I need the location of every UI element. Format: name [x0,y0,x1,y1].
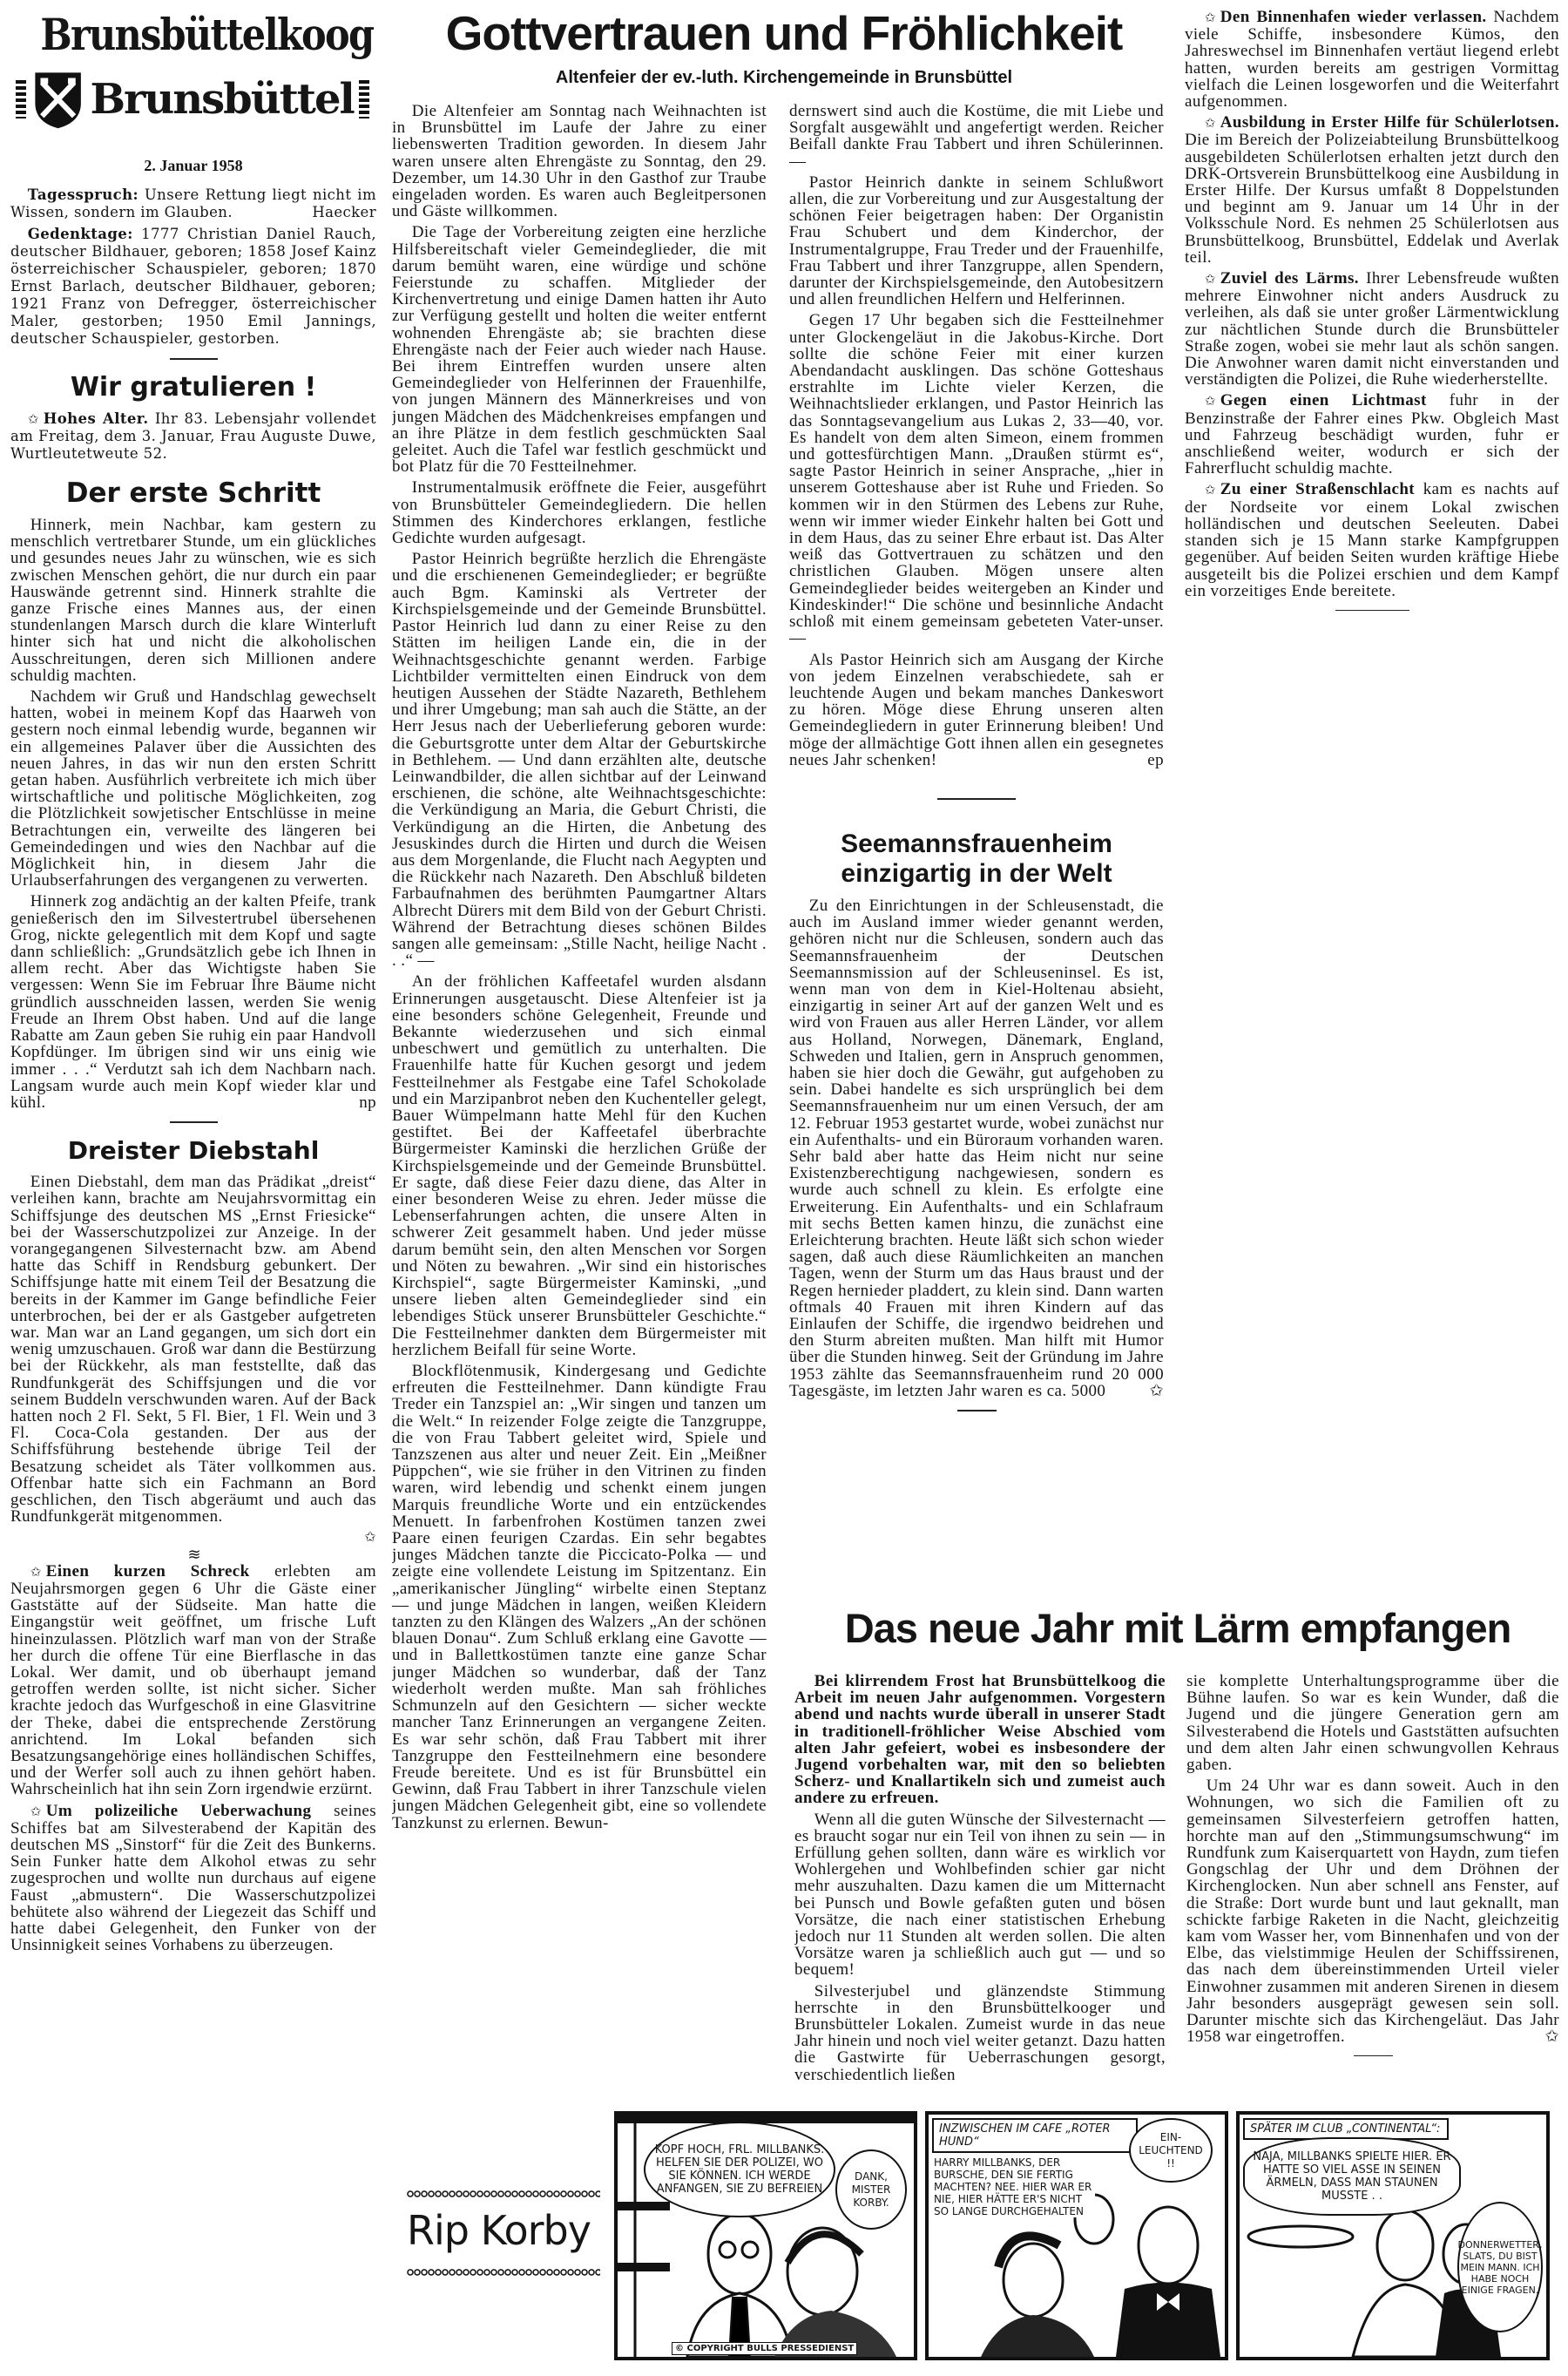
news-item [1185,481,1559,599]
comic-panel-1 [614,2111,917,2360]
star-icon: ✩ [27,411,39,427]
article-paragraph: Die Tage der Vorbereitung zeigten eine herzliche Hilfsbereitschaft vieler Gemeindeglieder, die mit darum bemüht waren, eine würdige und schöne Feierstunde zu schaffen. Mitglieder der Kirchenvertretung und einige Damen hatten ihr Auto zur Verfügung gestellt und holten die weiter entfernt wohnenden Ehrengäste ab; sie brachten diese Ehrengäste nach der Feier auch wieder nach Hause. Bei ihrem Eintreffen wurden unsere alten Gemeindeglieder von Helferinnen der Frauenhilfe, von jungen Männern des Männerkreises und von jungen Mädchen des Mädchenkreises empfangen und an ihre Plätze in dem festlich geschmückten Saal geleitet. Auch die Tafel war festlich geschmückt und bot Platz für die 70 Festteilnehmer. [392,223,767,477]
comic-caption: SPÄTER IM CLUB „CONTINENTAL“: [1243,2118,1449,2140]
tagesspruch-text: Unsere Rettung liegt nicht im Wissen, sondern im Glauben. [10,186,376,220]
subheadline-altenfeier: Altenfeier der ev.-luth. Kirchengemeinde in Brunsbüttel [555,68,1013,87]
item-lead: Zu einer Straßenschlacht [1220,480,1416,499]
star-icon: ✩ [1204,10,1216,25]
comic-panel-2 [925,2111,1228,2360]
news-item [10,1563,376,1798]
gedenktage [10,226,376,348]
tagesspruch-author: Haecker [312,204,376,220]
right-column-news [1185,9,1559,680]
article-heading-seemannsfrauenheim [789,829,1164,889]
divider [170,358,218,360]
item-text: Nachdem viele Schiffe, insbesondere Kümos, den Jahreswechsel im Binnenhafen vertäut liegend erlebt hatten, wurden bereits am gestrigen Vormittag vielfach die Leinen losgeworfen und die Weiterfahrt aufgenommen. [1185,9,1559,112]
article-paragraph: Pastor Heinrich dankte in seinem Schlußwort allen, die zur Vorbereitung und zur Ausgestaltung der schönen Feier beigetragen haben: Der Organistin Frau Schubert und dem Kinderchor, der Instrumentalgruppe, Frau Treder und der Frauenhilfe, Frau Tabbert und ihrer Tanzgruppe, allen Spendern, darunter der Kirchspielsgemeinde, den Autobesitzern und allen freundlichen Helfern und Helferinnen. [789,173,1164,309]
article-paragraph [10,893,376,1111]
copyright-notice: © COPYRIGHT BULLS PRESSEDIENST [672,2342,857,2355]
ornament-divider: ≋ [187,1545,199,1563]
news-item [1185,270,1559,388]
star-icon: ✩ [30,1803,42,1819]
divider [957,1410,997,1411]
news-item [1185,9,1559,110]
article-paragraph: Nachdem wir Gruß und Handschlag gewechselt hatten, wobei in meinem Kopf das Haarweh von gestern noch einmal lebendig wurde, begannen wir ein allgemeines Palaver über die Aussichten des neuen Jahres, in das wir nun den ersten Schritt getan haben. Ausführlich verbreitete ich mich über wirtschaftliche und politische Möglichkeiten, zog die Plötzlichkeit sowjetischer Entschlüsse in meine Betrachtungen ein, verweilte des längeren bei Gemeindedingen und wies den Nachbar auf die Möglichkeit hin, in diesem Jahr die Urlaubserfahrungen des vergangenen zu verwerten. [10,687,376,890]
masthead-ornament [16,80,26,118]
item-lead: Zuviel des Lärms. [1220,269,1359,288]
article-paragraph [789,897,1164,1399]
star-icon: ✩ [1544,2027,1559,2047]
left-column [10,186,376,2356]
section-heading: Wir gratulieren ! [70,372,317,403]
item-lead: Den Binnenhafen wieder verlassen. [1220,9,1487,26]
article-paragraph: Einen Diebstahl, dem man das Prädikat „dreist“ verleihen kann, brachte am Neujahrsvormittag ein Schiffsjunge des deutschen MS „Ernst Friesicke“ bei der Wasserschutzpolizei zur Anzeige. In der vorangegangenen Silvesternacht bzw. am Abend hatte das Schiff in Rendsburg gebunkert. Der Schiffsjunge hatte mit einem Teil der Besatzung die bereits in der Kammer im Gange befindliche Feier unterbrochen, bei der er als Gastgeber aufgetreten war. Man war an Land gegangen, um sich dort ein wenig umzuschauen. Groß war dann die Bestürzung bei der Rückkehr, als man feststellte, daß das Rundfunkgerät des Schiffsjungen und die vor seinem Buddeln verschwunden waren. Auf der Back hatten noch 2 Fl. Sekt, 5 Fl. Bier, 1 Fl. Wein und 3 Fl. Coca-Cola gestanden. Der aus der Schiffsführung bestehende übrige Teil der Besatzung scheidet als Täter vollkommen aus. Offenbar hatte sich ein Fachmann an Bord geschlichen, den Tisch abgeräumt und auch das Rundfunkgerät mitgenommen. [10,1173,376,1526]
heading-line: Seemannsfrauenheim [841,829,1112,858]
divider [1354,2055,1393,2056]
article-paragraph: Gegen 17 Uhr begaben sich die Festteilnehmer unter Glockengeläut in die Jakobus-Kirche. Dort sollte die schöne Feier mit einer kurzen Abendandacht ausklingen. Das schöne Gotteshaus erstrahlte im Lichte vieler Kerzen, die Weihnachtslieder erklangen, und Pastor Heinrich las das Sonntagsevangelium aus Lukas 2, 33—40, vor. Es handelt von dem alten Simeon, einem frommen und gottesfürchtigen Mann. „Draußen stürmt es“, sagte Pastor Heinrich in seiner Ansprache, „hier in unserem Gotteshause aber ist Ruhe und Frieden. So kommen wir in den Stürmen des Lebens zur Ruhe, wenn wir immer wieder Einkehr halten bei Gott und in dem Haus, das zu seiner Ehre erbaut ist. Das Alter weiß das Gottvertrauen zu schätzen und den christlichen Glauben. Mögen unsere alten Gemeindeglieder beides weitergeben an Kinder und Kindeskinder!“ Die schöne und besinnliche Andacht schloß mit einem gemeinsam gebeteten Vater-unser. — [789,311,1164,648]
speech-bubble: KOPF HOCH, FRL. MILLBANKS. HELFEN SIE DER POLIZEI, WO SIE KÖNNEN. ICH WERDE ANFANGEN, SIE ZU BEFREIEN [644,2122,835,2217]
altenfeier-column-2 [789,103,1164,1584]
article-lead: Bei klirrendem Frost hat Brunsbüttelkoog die Arbeit im neuen Jahr aufgenommen. Vorgestern abend und nachts wurde überall in unserer Stadt in traditionell-fröhlicher Weise Abschied vom alten Jahr gefeiert, wobei es insbesondere der Jugend vorbehalten war, mit den so beliebten Scherz- und Knallartikeln sich und zumeist auch andere zu erfreuen. [794,1673,1166,1808]
article-paragraph: Blockflötenmusik, Kindergesang und Gedichte erfreuten die Festteilnehmer. Dann kündigte Frau Treder ein Tanzspiel an: „Wir singen und tanzen um die Welt.“ In reizender Folge zeigte die Tanzgruppe, die von Frau Tabbert geleitet wird, Spiele und Tanzszenen aus alter und neuer Zeit. Ein „Meißner Püppchen“, wie sie früher in den Vitrinen zu finden waren, wird lebendig und schenkt einem jungen Marquis freundliche Worte und ein entzückendes Menuett. In farbenfrohen Kostümen tanzen zwei Paare einen feurigen Czardas. Ein sehr begabtes junges Mädchen tanzte die Piccicato-Polka — und zeigte eine vollendete Leistung im Spitzentanz. Ein „amerikanischer Jüngling“ wirbelte einen Steptanz — und junge Mädchen in langen, weißen Kleidern tanzten zu den Klängen des Walzers „An der schönen blauen Donau“. Zum Schluß erklang eine Gavotte — und in Ballettkostümen tanzte eine ganze Schar junger Mädchen so wunderbar, daß der Tanz wiederholt werden mußte. Man sah fröhliches Schmunzeln auf den Gesichtern — sicher weckte mancher Tanz Erinnerungen an vergangene Zeiten. Es war sehr schön, daß Frau Tabbert mit ihrer Tanzgruppe den Festteilnehmern eine besondere Freude bereitete. Und es ist für Brunsbüttel ein Gewinn, daß Frau Tabbert in ihrer Tanzschule vielen jungen Mädchen Gelegenheit gibt, eine so vollendete Tanzkunst zu erlernen. Bewun- [392,1362,767,1832]
item-lead: Ausbildung in Erster Hilfe für Schülerlotsen. [1220,113,1559,132]
comic-title-ornament [407,2190,600,2197]
issue-date: 2. Januar 1958 [144,157,243,174]
item-lead: Einen kurzen Schreck [45,1561,250,1581]
divider [1335,610,1409,611]
item-lead: Um polizeiliche Ueberwachung [45,1801,312,1820]
paragraph-text: Hinnerk zog andächtig an der kalten Pfeife, trank genießerisch den im Silvestertrubel übersehenen Grog, nickte gelegentlich mit dem Kopf und sagte dann schließlich: „Grundsätzlich gebe ich Ihnen in allem recht. Aber das Wichtigste haben Sie vergessen: Wenn Sie im Februar Ihre Bäume nicht gründlich ausschneiden lassen, werden Sie wenig Freude an Ihrem Obst haben. Und auf die lange Rabatte am Zaun geben Sie ruhig ein paar Handvoll Kopfdünger. Im übrigen sind wir uns einig wie immer . . .“ Verdutzt sah ich dem Nachbarn nach. Langsam wurde auch mein Kopf wieder klar und kühl. [10,892,376,1112]
divider [170,1121,218,1123]
item-text: Die im Bereich der Polizeiabteilung Brunsbüttelkoog ausgebildeten Schülerlotsen erhalten jetzt durch den DRK-Ortsverein Brunsbüttelkoog eine Ausbildung in Erster Hilfe. Der Kursus umfaßt 8 Doppelstunden und beginnt am 9. Januar um 14 Uhr in der Volksschule Nord. Es nehmen 25 Schülerlotsen aus Brunsbüttelkoog, Brunsbüttel, Eddelak und Averlak teil. [1185,131,1559,267]
star-icon: ✩ [1204,271,1216,288]
article-heading: Dreister Diebstahl [67,1136,320,1166]
paragraph-text: Um 24 Uhr war es dann soweit. Auch in den Wohnungen, wo sich die Familien oft zu gemeinsamen Silvesterfeiern getroffen hatten, horchte man auf den „Stimmungsumschwung“ im Rundfunk zum Kaiserquartett von Haydn, zum tiefen Gongschlag der Uhr und dem Dröhnen der Kirchenglocken. Nun aber schnell ans Fenster, auf die Straße: Dort wurde bunt und laut geknallt, man schickte farbige Raketen in die Nacht, gleichzeitig kam vom Wasser her, vom Binnenhafen und von der Elbe, das vielstimmige Heulen der Schiffssirenen, das nach dem übereinstimmenden Urteil vieler Einwohner zusammen mit anderen Sirenen in diesem Jahr besonders ausgeprägt gewesen sein soll. Darunter mischte sich das Kirchengeläut. Das Jahr 1958 war eingetroffen. [1186,1777,1559,2047]
author-sign: np [359,1093,376,1112]
author-sign: ep [1147,750,1164,769]
tagesspruch [10,186,376,221]
masthead-title: Brunsbüttelkoog [40,9,374,60]
item-text: erlebten am Neujahrsmorgen gegen 6 Uhr die Gäste einer Gaststätte auf der Südseite. Man hatte die Eingangstür weit geöffnet, um frische Luft hineinzulassen. Plötzlich warf man von der Straße her durch die offene Tür eine Bierflasche in das Lokal. Wer damit, und ob überhaupt jemand getroffen werden sollte, ist nicht sicher. Sicher krachte jedoch das Wurfgeschoß in eine Glasvitrine der Theke, dabei die entsprechende Zerstörung anrichtend. Im Lokal befanden sich Besatzungsangehörige eines holländischen Schiffes, und der Werfer soll auch zu ihnen gehört haben. Wahrscheinlich hat ihn sein Zorn irgendwie erzürnt. [10,1561,376,1799]
item-lead: Gegen einen Lichtmast [1220,391,1427,410]
neujahr-column-2 [1186,1673,1559,2100]
comic-caption: INZWISCHEN IM CAFE „ROTER HUND“ [932,2118,1138,2153]
heading-line: einzigartig in der Welt [841,858,1112,888]
article-paragraph: An der fröhlichen Kaffeetafel wurden alsdann Erinnerungen ausgetauscht. Diese Altenfeier ist ja eine besonders schöne Gelegenheit, Freunde und Bekannte wiederzusehen und sich einmal unbeschwert und gemütlich zu unterhalten. Die Frauenhilfe hatte für Kuchen gesorgt und jedem Festteilnehmer als Festgabe eine Tafel Schokolade und ein Marzipanbrot neben den Kuchenteller gelegt, Bauer Wümpelmann hatte Mehl für den Kuchen gestiftet. Bei der Kaffeetafel überbrachte Bürgermeister Kaminski die herzlichen Grüße der Kirchspielsgemeinde und der Gemeinde Brunsbüttel. Er sagte, daß diese Feier dazu diene, das Alter in einer besonderen Weise zu ehren. Jeder müsse die Lebenserfahrungen achten, die unsere Alten in schwerer Zeit gesammelt haben. Und jeder müsse darum bemüht sein, den alten Menschen vor Sorgen und Nöten zu bewahren. „Wir sind ein historisches Kirchspiel“, sagte Bürgermeister Kaminski, „und unsere lieben alten Gemeindeglieder sind ein lebendiges Stück unserer Brunsbütteler Geschichte.“ Die Festteilnehmer dankten dem Bürgermeister mit herzlichem Beifall für seine Worte. [392,972,767,1359]
gedenktage-label: Gedenktage: [27,226,133,242]
gratulation-item [10,410,376,463]
star-icon: ✩ [1149,1381,1164,1400]
comic-panel-3 [1236,2111,1550,2360]
speech-text: HARRY MILLBANKS, DER BURSCHE, DEN SIE FERTIG MACHTEN? NEE. HIER WAR ER NIE, HIER HÄTTE ER'S NICHT SO LANGE DURCHGEHALTEN [934,2156,1095,2217]
article-paragraph [789,652,1164,768]
altenfeier-column-1 [392,103,767,2085]
article-paragraph: Instrumentalmusik eröffnete die Feier, ausgeführt von Brunsbütteler Gemeindegliedern. Die hellen Stimmen des Kinderchores erklangen, festliche Gedichte wurden aufgesagt. [392,478,767,548]
news-item [1185,392,1559,477]
neujahr-column-1 [794,1673,1166,2082]
masthead-subtitle: Brunsbüttel [90,75,354,124]
item-text: kam es nachts auf der Nordseite vor einem Lokal zwischen holländischen und deutschen Seeleuten. Dabei standen sich je 15 Mann starke Kampfgruppen gegenüber. Auf beiden Seiten wurden kräftige Hiebe ausgeteilt bis die Polizei erschien und dem Kampf ein vorzeitiges Ende bereitete. [1185,480,1559,600]
article-heading: Der erste Schritt [65,477,321,509]
article-paragraph [1186,1777,1559,2045]
star-icon: ✩ [1204,482,1216,498]
item-text: seines Schiffes bat am Silvesterabend der Kapitän des deutschen MS „Sinstorf“ für die Zeit des Bunkerns. Sein Funker hatte dem Alkohol etwas zu sehr zugesprochen und wollte nun durchaus auf eigene Faust „abmustern“. Die Wasserschutzpolizei behütete also während der Liegezeit das Schiff und hatte dabei Gelegenheit, den Funker von der Unsinnigkeit seines Vorhabens zu überzeugen. [10,1801,376,1955]
gedenktage-text: 1777 Christian Daniel Rauch, deutscher Bildhauer, geboren; 1858 Josef Kainz österreichischer Schauspieler, geboren; 1870 Ernst Barlach, deutscher Bildhauer, geboren; 1921 Franz von Defregger, österreichischer Maler, gestorben; 1950 Emil Jannings, deutscher Schauspieler, gestorben. [10,226,376,347]
divider [937,798,1016,800]
speech-bubble: NAJA, MILLBANKS SPIELTE HIER. ER HATTE SO VIEL ASSE IN SEINEN ÄRMELN, DASS MAN STAUNEN MUSSTE . . [1243,2137,1461,2216]
headline-neujahr: Das neue Jahr mit Lärm empfangen [844,1605,1511,1651]
article-paragraph: dernswert sind auch die Kostüme, die mit Liebe und Sorgfalt ausgewählt und angefertigt werden. Reicher Beifall dankte Frau Tabbert und ihren Schülerinnen. — [789,103,1164,171]
headline-altenfeier: Gottvertrauen und Fröhlichkeit [445,6,1123,60]
speech-bubble: EIN-LEUCHTEND !! [1129,2118,1213,2183]
item-text: Ihr 83. Lebensjahr vollendet am Freitag, dem 3. Januar, Frau Auguste Duwe, Wurtleutetweute 52. [10,410,376,462]
star-icon: ✩ [1204,115,1216,132]
news-item [10,1803,376,1954]
star-icon: ✩ [30,1563,42,1580]
star-icon: ✩ [1204,393,1216,410]
tagesspruch-label: Tagesspruch: [27,186,139,203]
article-paragraph: sie komplette Unterhaltungsprogramme über die Bühne laufen. So war es kein Wunder, daß die Jugend und die jüngere Generation gern am Silvesterabend die Hotels und Gaststätten aufsuchten und dem alten Jahr einen schwungvollen Kehraus gaben. [1186,1673,1559,1775]
article-paragraph: Pastor Heinrich begrüßte herzlich die Ehrengäste und die erschienenen Gemeindeglieder; er begrüßte auch Bgm. Kaminski als Vertreter der Kirchspielsgemeinde und der Gemeinde Brunsbüttel. Pastor Heinrich lud dann zu einer Reise zu den Stätten im heiligen Lande ein, die in der Weihnachtsgeschichte genannt werden. Farbige Lichtbilder vermittelten einen Eindruck von dem heutigen Aussehen der Städte Nazareth, Bethlehem und ihrer Umgebung; man sah auch die Stätte, an der Herr Jesus nach der Ueberlieferung geboren wurde: die Geburtsgrotte unter dem Altar der Geburtskirche in Bethlehem. — Und dann erzählten alte, deutsche Leinwandbilder, die allen sichtbar auf der Leinwand erschienen, die schöne, alte Weihnachtsgeschichte: die Verkündigung an Maria, die Geburt Christi, die Verkündigung an die Hirten, die Anbetung des Jesuskindes durch die Hirten und durch die Weisen aus dem Morgenlande, die Flucht nach Aegypten und die Rückkehr nach Nazareth. Den Abschluß bildeten Farbaufnahmen des berühmten Paumgartner Altars Albrecht Dürers mit dem Bild von der Geburt Christi. Während der Betrachtung dieses schönen Bildes sangen alle gemeinsam: „Stille Nacht, heilige Nacht . . .“ — [392,550,767,971]
paragraph-text: Zu den Einrichtungen in der Schleusenstadt, die auch im Ausland immer wieder genannt werden, gehören nicht nur die Schleusen, sondern auch das Seemannsfrauenheim der Deutschen Seemannsmission auf der Schleuseninsel. Es ist, wenn man von dem in Kiel-Holtenau absieht, einzigartig in seiner Art auf der ganzen Welt und es wird von Frauen aus aller Herren Länder, vor allem aus Holland, Norwegen, Dänemark, England, Schweden und Italien, gern in Anspruch genommen, haben sie hier doch die Gewähr, gut aufgehoben zu sein. Dabei handelte es sich ursprünglich bei dem Seemannsfrauenheim nur um einen Versuch, der am 12. Februar 1953 gestartet wurde, wobei zunächst nur ein Aufenthalts- und ein Büroraum vorhanden waren. Sehr bald aber hatte das Heim nicht nur seine Existenzberechtigung nachgewiesen, sondern es wurde auch schnell zu klein. Es erfolgte eine Erweiterung. Ein Aufenthalts- und ein Schlafraum mit sechs Betten kamen hinzu, die zunächst eine Erleichterung brachten. Heute läßt sich schon wieder sagen, daß auch diese Räumlichkeiten an manchen Tagen, wenn der Sturm um das Haus braust und der Regen hernieder pladdert, zu klein sind. Dann warten oftmals 40 Frauen mit ihren Kindern auf das Einlaufen der Schiffe, die irgendwo beidrehen und den Sturm abreiten mußten. Man hilft mit Humor über die Stunden hinweg. Seit der Gründung im Jahre 1953 zählte das Seemannsfrauenheim rund 20 000 Tagesgäste, im letzten Jahr waren es ca. 5000 [789,896,1164,1400]
article-paragraph: Die Altenfeier am Sonntag nach Weihnachten ist in Brunsbüttel im Laufe der Jahre zu einer liebenswerten Tradition geworden. In diesem Jahr waren unsere alten Ehrengäste zu Sonntag, den 29. Dezember, um 14.30 Uhr in den Gasthof zur Traube eingeladen worden. Es waren auch Begleitpersonen und Gäste willkommen. [392,103,767,221]
article-paragraph: Hinnerk, mein Nachbar, kam gestern zu menschlich vertretbarer Stunde, um ein glückliches und gesundes neues Jahr zu wünschen, wie es sich zwischen Menschen gehört, die nur durch ein paar Hauswände getrennt sind. Hinnerk strahlte die ganze Frische eines Mannes aus, der einen stundenlangen Marsch durch die klare Winterluft hinter sich hat und nicht die alkoholischen Ausschreitungen, deren sich Millionen andere schuldig machten. [10,516,376,685]
comic-title-ornament [407,2269,600,2276]
speech-bubble: DANK, MISTER KORBY. [835,2149,907,2230]
star-icon: ✩ [364,1530,376,1546]
comic-title: Rip Korby [407,2207,591,2254]
speech-bubble: DONNERWETTER, SLATS, DU BIST MEIN MANN. ICH HABE NOCH EINIGE FRAGEN. [1457,2202,1543,2332]
masthead [16,9,374,134]
item-text: fuhr in der Benzinstraße der Fahrer eines Pkw. Obgleich Mast und Fahrzeug beschädigt wurden, fuhr er anschließend weiter, wodurch er sich der Fahrerflucht schuldig machte. [1185,391,1559,478]
item-lead: Hohes Alter. [43,410,149,427]
coat-of-arms-icon [31,64,84,134]
masthead-ornament [359,80,369,118]
item-text: Ihrer Lebensfreude wußten mehrere Einwohner nicht anders Ausdruck zu verleihen, als daß sie unter großer Lärmentwicklung zur nächtlichen Stunde durch die Brunsbütteler Straße zogen, wobei sie mehr laut als schön sangen. Die Anwohner waren damit nicht einverstanden und verständigten die Polizei, die Ruhe wiederherstellte. [1185,269,1559,389]
article-paragraph: Silvesterjubel und glänzendste Stimmung herrschte in den Brunsbüttelkooger und Brunsbütteler Lokalen. Zumeist wurde in das neue Jahr hinein und noch viel weiter getanzt. Dazu hatten die Gastwirte für Ueberraschungen gesorgt, verschiedentlich ließen [794,1981,1166,2082]
news-item [1185,114,1559,266]
paragraph-text: Als Pastor Heinrich sich am Ausgang der Kirche von jedem Einzelnen verabschiedete, sah er leuchtende Augen und bekam manches Dankeswort zu hören. Möge diese Ehrung unseren alten Gemeindegliedern in guter Erinnerung bleiben! Und möge der allmächtige Gott ihnen allen ein gesegnetes neues Jahr schenken! [789,650,1164,769]
article-paragraph: Wenn all die guten Wünsche der Silvesternacht — es braucht sogar nur ein Teil von ihnen zu sein — in Erfüllung gehen sollten, dann wäre es wirklich vor Wohlergehen und Wohlbefinden schier gar nicht mehr auszuhalten. Dazu kamen die um Mitternacht bei Punsch und Bowle gefaßten guten und bösen Vorsätze, die nach einer statistischen Erhebung jedoch nur 11 Stunden alt werden sollen. Die alten Vorsätze waren ja schließlich auch gut — und so bequem! [794,1810,1166,1980]
